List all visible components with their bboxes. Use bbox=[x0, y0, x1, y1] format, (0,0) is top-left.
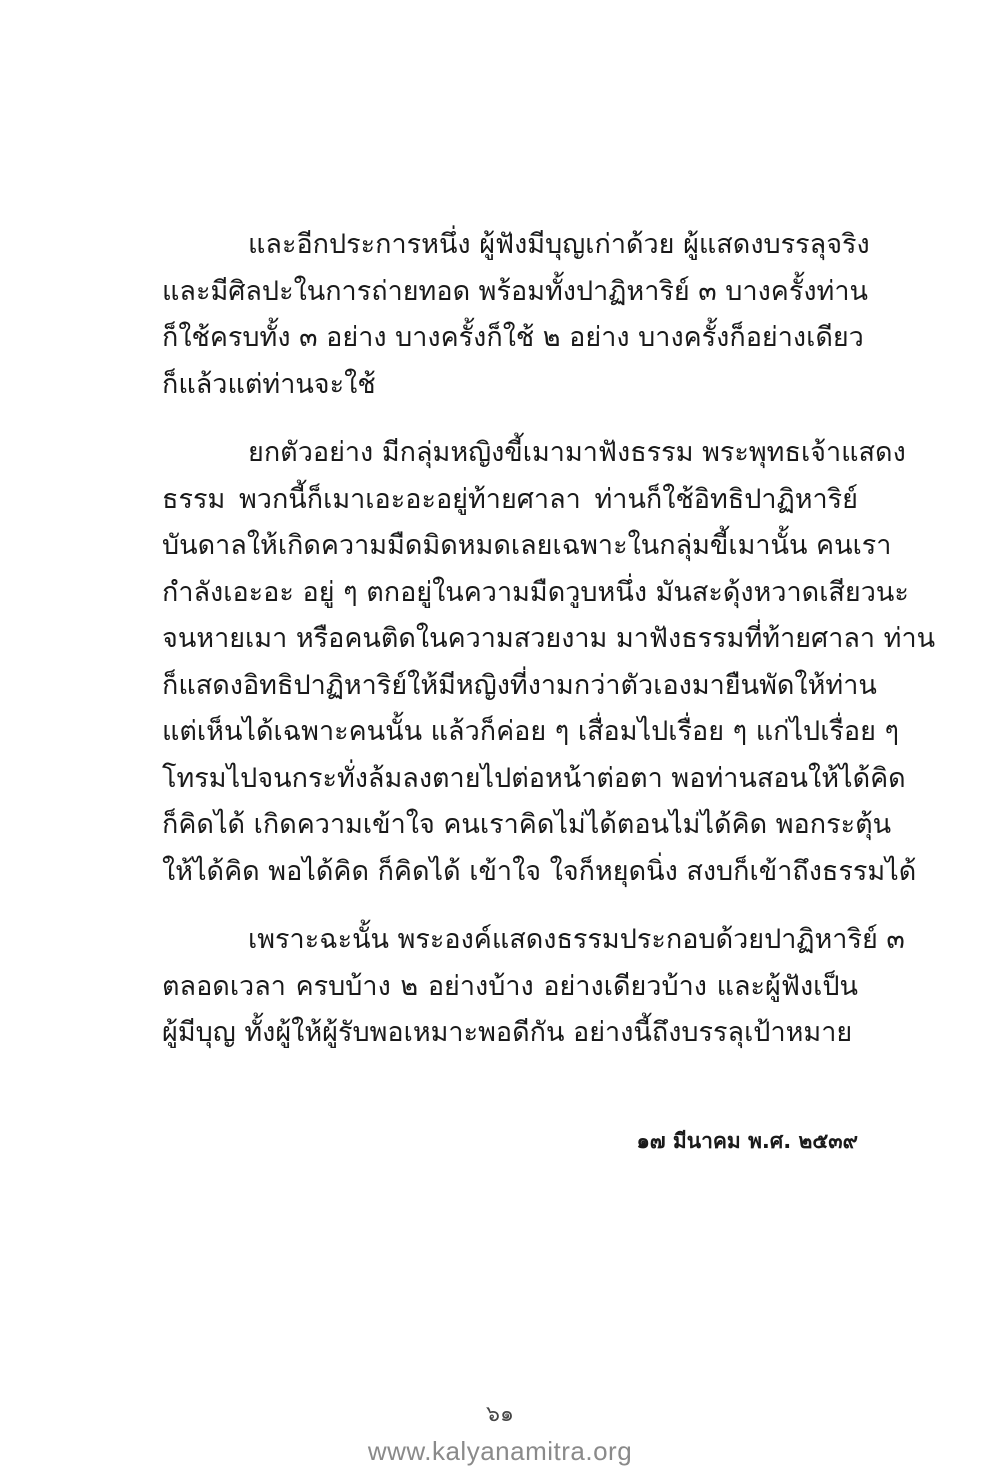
text-line: แต่เห็นได้เฉพาะคนนั้น แล้วก็ค่อย ๆ เสื่อมไปเรื่อย ๆ แก่ไปเรื่อย ๆ bbox=[162, 716, 900, 747]
text-line: ก็แล้วแต่ท่านจะใช้ bbox=[162, 368, 376, 400]
text-line: ตลอดเวลา ครบบ้าง ๒ อย่างบ้าง อย่างเดียวบ้าง และผู้ฟังเป็น bbox=[162, 970, 858, 1002]
text-line: โทรมไปจนกระทั่งล้มลงตายไปต่อหน้าต่อตา พอท่านสอนให้ได้คิด bbox=[162, 762, 906, 794]
text-line: เพราะฉะนั้น พระองค์แสดงธรรมประกอบด้วยปาฏิหาริย์ ๓ bbox=[248, 924, 905, 955]
text-line: บันดาลให้เกิดความมืดมิดหมดเลยเฉพาะในกลุ่มขี้เมานั้น คนเรา bbox=[162, 530, 892, 561]
main-text-block bbox=[162, 222, 936, 1057]
text-line: ให้ได้คิด พอได้คิด ก็คิดได้ เข้าใจ ใจก็หยุดนิ่ง สงบก็เข้าถึงธรรมได้ bbox=[162, 855, 917, 887]
footer-website-url: www.kalyanamitra.org bbox=[367, 1436, 633, 1466]
paragraph-3 bbox=[162, 917, 905, 1057]
text-line: และมีศิลปะในการถ่ายทอด พร้อมทั้งปาฏิหาริย์ ๓ บางครั้งท่าน bbox=[162, 275, 868, 307]
text-line: ก็ใช้ครบทั้ง ๓ อย่าง บางครั้งก็ใช้ ๒ อย่าง บางครั้งก็อย่างเดียว bbox=[162, 322, 864, 353]
text-line: ธรรม พวกนี้ก็เมาเอะอะอยู่ท้ายศาลา ท่านก็ใช้อิทธิปาฏิหาริย์ bbox=[162, 483, 858, 515]
text-line: กำลังเอะอะ อยู่ ๆ ตกอยู่ในความมืดวูบหนึ่ง มันสะดุ้งหวาดเสียวนะ bbox=[162, 576, 909, 608]
text-line: จนหายเมา หรือคนติดในความสวยงาม มาฟังธรรมที่ท้ายศาลา ท่าน bbox=[162, 623, 936, 654]
text-line: ผู้มีบุญ ทั้งผู้ให้ผู้รับพอเหมาะพอดีกัน อย่างนี้ถึงบรรลุเป้าหมาย bbox=[162, 1017, 853, 1048]
text-line: ก็แสดงอิทธิปาฏิหาริย์ให้มีหญิงที่งามกว่าตัวเองมายืนพัดให้ท่าน bbox=[162, 669, 877, 701]
paragraph-1 bbox=[162, 222, 870, 408]
date-signature: ๑๗ มีนาคม พ.ศ. ๒๕๓๙ bbox=[636, 1129, 858, 1153]
text-line: ก็คิดได้ เกิดความเข้าใจ คนเราคิดไม่ได้ตอนไม่ได้คิด พอกระตุ้น bbox=[162, 809, 892, 840]
text-line: ยกตัวอย่าง มีกลุ่มหญิงขี้เมามาฟังธรรม พระพุทธเจ้าแสดง bbox=[248, 437, 906, 468]
paragraph-2 bbox=[162, 430, 936, 895]
page-number: ๖๑ bbox=[486, 1402, 514, 1427]
text-line: และอีกประการหนึ่ง ผู้ฟังมีบุญเก่าด้วย ผู้แสดงบรรลุจริง bbox=[248, 229, 870, 260]
